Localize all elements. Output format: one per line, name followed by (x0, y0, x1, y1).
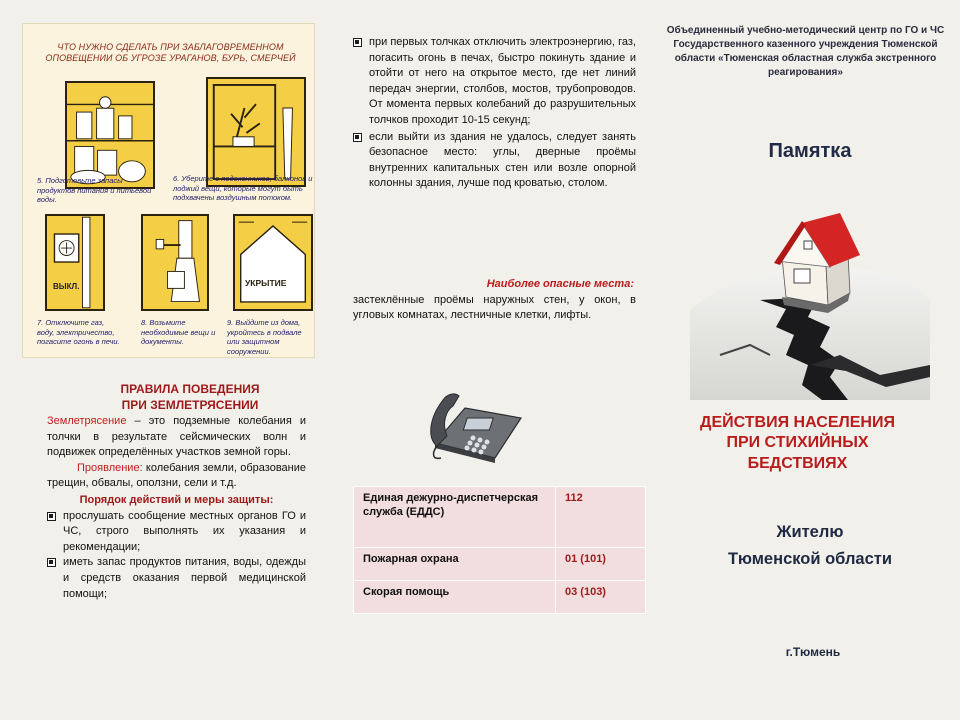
danger-places (353, 277, 636, 324)
table-row (354, 581, 646, 614)
rules-heading-line2: ПРИ ЗЕМЛЕТРЯСЕНИИ (121, 398, 259, 413)
resident-line1: Жителю (776, 523, 844, 541)
shelter-label: УКРЫТИЕ (245, 278, 287, 288)
checkbox-bullet-icon (47, 558, 56, 567)
brochure-headline (676, 413, 919, 474)
poster-caption-6: 6. Уберите с подоконников, балконов и лоджий вещи, которые могут быть подхвачены воздушным потоком. (173, 174, 313, 203)
balcony-plant-icon (208, 79, 304, 185)
poster-title: ЧТО НУЖНО СДЕЛАТЬ ПРИ ЗАБЛАГОВРЕМЕННОМ ОПОВЕЩЕНИИ ОБ УГРОЗЕ УРАГАНОВ, БУРЬ, СМЕРЧЕЙ (45, 42, 296, 64)
contact-name: Единая дежурно-диспетчерская служба (ЕДДС) (354, 487, 556, 548)
checkbox-bullet-icon (47, 512, 56, 521)
headline-line3: БЕДСТВИЯХ (747, 454, 848, 472)
rules-heading (70, 381, 310, 413)
list-item (47, 555, 306, 602)
rules-heading-line1: ПРАВИЛА ПОВЕДЕНИЯ (120, 382, 260, 396)
rules-body (47, 414, 306, 602)
contact-number: 03 (103) (556, 581, 646, 614)
table-row (354, 548, 646, 581)
poster-panel-person (141, 214, 209, 311)
list-item-text: иметь запас продуктов питания, воды, одежды и средств оказания первой медицинской помощи; (63, 556, 306, 600)
contact-name: Пожарная охрана (354, 548, 556, 581)
poster-caption-9: 9. Выйдите из дома, укройтесь в подвале или защитном сооружении. (227, 318, 302, 356)
power-switch-icon (47, 216, 103, 309)
shelter-icon (235, 216, 311, 309)
house-crack-illustration (690, 205, 930, 400)
quake-term: Землетрясение (47, 415, 127, 427)
poster-caption-8: 8. Возьмите необходимые вещи и документы. (141, 318, 216, 347)
contact-number: 112 (556, 487, 646, 548)
table-row (354, 487, 646, 548)
switch-off-label: ВЫКЛ. (53, 282, 80, 291)
order-title: Порядок действий и меры защиты: (79, 494, 274, 507)
poster-panel-shelter (233, 214, 313, 311)
poster-panel-food (65, 81, 155, 189)
contacts-table (353, 486, 646, 614)
danger-title: Наиболее опасные места: (486, 278, 634, 290)
memo-title: Памятка (768, 140, 852, 162)
list-item-text: прослушать сообщение местных органов ГО и ЧС, строго выполнять их указания и рекомендации; (63, 509, 306, 553)
food-supplies-icon (67, 83, 153, 187)
quake-definition (47, 414, 306, 461)
headline-line1: ДЕЙСТВИЯ НАСЕЛЕНИЯ (700, 414, 895, 431)
headline-line2: ПРИ СТИХИЙНЫХ (726, 434, 869, 452)
contact-number: 01 (101) (556, 548, 646, 581)
poster-caption-7: 7. Отключите газ, воду, электричество, погасите огонь в печи. (37, 318, 120, 347)
list-item-text: при первых толчках отключить электроэнергию, газ, погасить огонь в печах, быстро покинуть здание и отойти от него на открытое место, где нет линий передач энергии, столбов, мостов, трубопроводов. От момента первых колебаний до разрушительных толчков проходит 10-15 секунд; (369, 36, 636, 127)
city-label: г.Тюмень (785, 645, 841, 659)
list-item (353, 35, 636, 129)
organization-name: Объединенный учебно-методический центр по ГО и ЧС Государственного казенного учреждения Тюменской области «Тюменская областная служба экстренного реагирования» (666, 25, 945, 78)
manifest-term: Проявление: (77, 461, 143, 474)
resident-line2: Тюменской области (727, 550, 893, 569)
checkbox-bullet-icon (353, 38, 362, 47)
quake-def-text: – это подземные колебания и толчки в результате сейсмических волн и подвижек определённых участков земной горы. (47, 415, 306, 459)
list-item-text: если выйти из здания не удалось, следует занять безопасное место: углы, дверные проёмы внутренних капитальных стен или возле опорной колонны здания, лучше под кроватью, столом. (369, 130, 636, 190)
poster-panel-balcony (206, 77, 306, 187)
contact-name: Скорая помощь (354, 581, 556, 614)
checkbox-bullet-icon (353, 133, 362, 142)
poster-panel-switch (45, 214, 105, 311)
manifest-def-text: колебания земли, образование трещин, обвалы, оползни, сели и т.д. (47, 461, 306, 490)
action-list (353, 35, 636, 193)
poster-caption-5: 5. Подготовьте запасы продуктов питания и питьевой воды. (37, 176, 152, 205)
audience (700, 519, 920, 573)
poster-illustration (22, 23, 315, 358)
list-item (353, 130, 636, 192)
person-with-bag-icon (143, 216, 207, 309)
manifestation (47, 461, 306, 492)
list-item (47, 509, 306, 556)
phone-icon (425, 388, 525, 463)
danger-text: застеклённые проёмы наружных стен, у окон, в угловых комнатах, лестничные клетки, лифты. (353, 293, 636, 322)
